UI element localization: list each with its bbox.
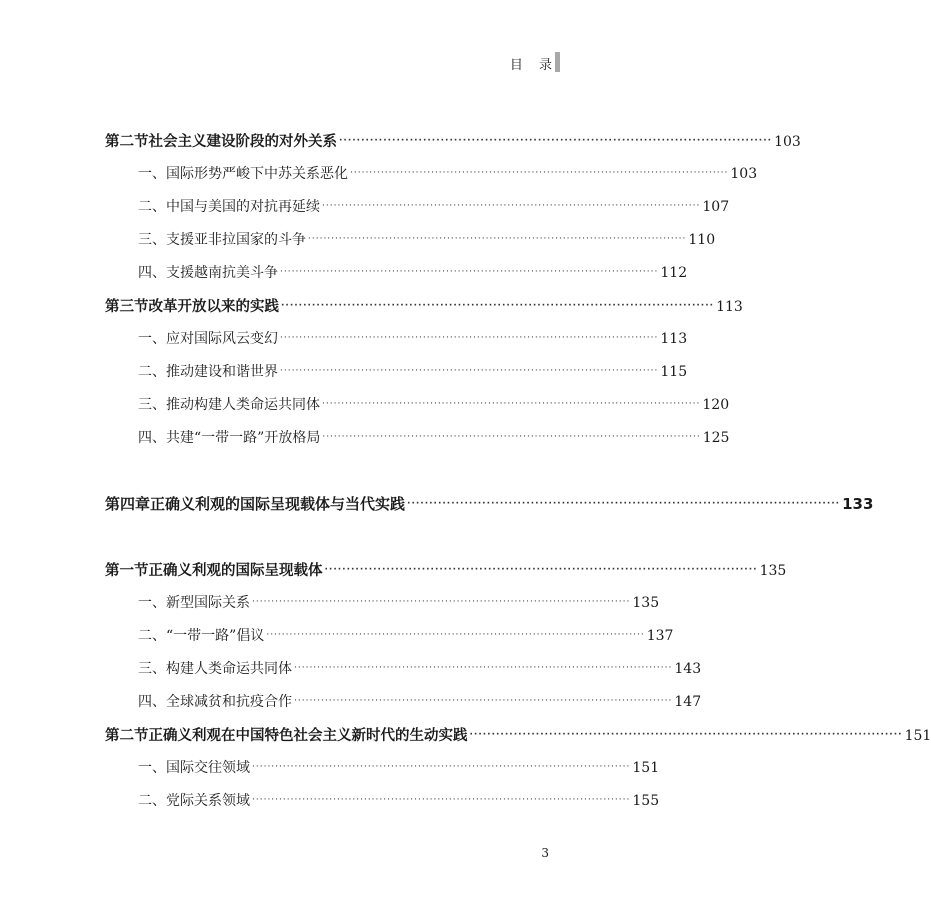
toc-subentry[interactable] — [138, 691, 702, 711]
toc-subentry[interactable] — [138, 592, 660, 612]
leader-dots: ·································································································· — [280, 366, 659, 376]
toc-section-entry[interactable] — [105, 724, 931, 745]
toc-subentry[interactable] — [138, 757, 660, 777]
page-number: 113 — [716, 299, 743, 315]
entry-title: 二、党际关系领域 — [138, 793, 250, 809]
leader-dots: ·································································································· — [324, 565, 758, 575]
toc-subentry[interactable] — [138, 394, 730, 414]
entry-title: 正确义利观的国际呈现载体 — [148, 563, 323, 579]
toc-subentry[interactable] — [138, 427, 730, 447]
entry-title: 三、构建人类命运共同体 — [138, 661, 292, 677]
entry-title: 社会主义建设阶段的对外关系 — [148, 134, 337, 150]
entry-title: 二、“一带一路”倡议 — [138, 628, 265, 644]
page-number: 133 — [842, 495, 874, 513]
page-number: 143 — [674, 661, 702, 677]
leader-dots: ·································································································· — [407, 499, 841, 509]
page-number: 103 — [730, 166, 758, 182]
page-number: 103 — [774, 134, 801, 150]
entry-title: 二、推动建设和谐世界 — [138, 364, 278, 380]
page-number: 113 — [660, 331, 688, 347]
page-footer-number: 3 — [541, 846, 549, 860]
page-number: 107 — [702, 199, 730, 215]
page-number: 155 — [632, 793, 660, 809]
leader-dots: ·································································································· — [322, 201, 701, 211]
entry-title: 四、全球减贫和抗疫合作 — [138, 694, 292, 710]
toc-subentry[interactable] — [138, 229, 716, 249]
page-number: 110 — [688, 232, 716, 248]
page-number: 147 — [674, 694, 702, 710]
leader-dots: ·································································································· — [350, 168, 729, 178]
page-number: 135 — [759, 563, 787, 579]
leader-dots: ·································································································· — [280, 267, 659, 277]
leader-dots: ·································································································· — [252, 597, 631, 607]
leader-dots: ·································································································· — [252, 795, 631, 805]
page-number: 135 — [632, 595, 660, 611]
leader-dots: ·································································································· — [252, 762, 631, 772]
entry-title: 四、共建“一带一路”开放格局 — [138, 430, 321, 446]
leader-dots: ·································································································· — [294, 663, 673, 673]
leader-dots: ·································································································· — [322, 432, 701, 442]
entry-title: 一、应对国际风云变幻 — [138, 331, 278, 347]
entry-title: 二、中国与美国的对抗再延续 — [138, 199, 320, 215]
toc-chapter-entry[interactable] — [105, 493, 874, 514]
entry-title: 四、支援越南抗美斗争 — [138, 265, 278, 281]
chapter-number: 第四章 — [105, 495, 151, 513]
page-number: 115 — [660, 364, 688, 380]
toc-section-entry[interactable] — [105, 130, 801, 151]
entry-title: 一、新型国际关系 — [138, 595, 250, 611]
leader-dots: ·································································································· — [294, 696, 673, 706]
entry-title: 三、推动构建人类命运共同体 — [138, 397, 320, 413]
entry-title: 正确义利观的国际呈现载体与当代实践 — [150, 495, 406, 513]
page-number: 120 — [702, 397, 730, 413]
leader-dots: ·································································································· — [339, 136, 773, 146]
toc-subentry[interactable] — [138, 262, 688, 282]
leader-dots: ·································································································· — [308, 234, 687, 244]
entry-title: 正确义利观在中国特色社会主义新时代的生动实践 — [148, 728, 468, 744]
leader-dots: ·································································································· — [469, 730, 903, 740]
toc-section-entry[interactable] — [105, 295, 743, 316]
page-number: 125 — [702, 430, 730, 446]
leader-dots: ·································································································· — [266, 630, 645, 640]
entry-title: 一、国际交往领域 — [138, 760, 250, 776]
entry-title: 改革开放以来的实践 — [148, 299, 279, 315]
leader-dots: ·································································································· — [280, 333, 659, 343]
toc-section-entry[interactable] — [105, 559, 787, 580]
toc-subentry[interactable] — [138, 163, 758, 183]
toc-subentry[interactable] — [138, 361, 688, 381]
page-number: 151 — [632, 760, 660, 776]
leader-dots: ·································································································· — [281, 301, 715, 311]
toc-subentry[interactable] — [138, 625, 674, 645]
section-number: 第二节 — [105, 728, 149, 744]
page-number: 151 — [904, 728, 931, 744]
page-number: 112 — [660, 265, 688, 281]
entry-title: 三、支援亚非拉国家的斗争 — [138, 232, 306, 248]
toc-subentry[interactable] — [138, 328, 688, 348]
entry-title: 一、国际形势严峻下中苏关系恶化 — [138, 166, 348, 182]
page-number: 137 — [646, 628, 674, 644]
toc-subentry[interactable] — [138, 658, 702, 678]
leader-dots: ·································································································· — [322, 399, 701, 409]
running-header: 目 录 — [509, 58, 558, 73]
toc-subentry[interactable] — [138, 790, 660, 810]
section-number: 第三节 — [105, 299, 149, 315]
toc-subentry[interactable] — [138, 196, 730, 216]
section-number: 第一节 — [105, 563, 149, 579]
section-number: 第二节 — [105, 134, 149, 150]
